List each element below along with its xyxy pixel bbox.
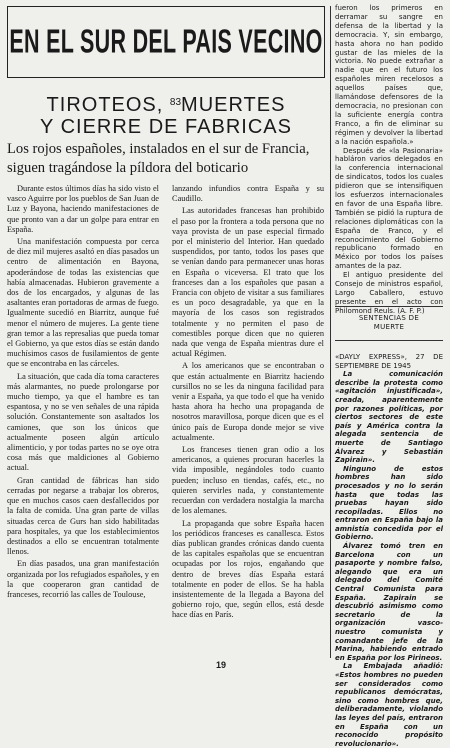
- paragraph: La situación, que cada día toma caracteres más alarmantes, no puede prolongarse por mucho tiempo, ya que el hambre es tan espantosa, y no se ven señales de una rápida solución. Constantemente son asaltados los camiones, que son los únicos que actualmente poseen algún artículo alimenticio, y por todas partes no se oye otra cosa más que maldiciones al Gobierno actual.: [7, 371, 159, 473]
- headline: EN EL SUR DEL PAIS VECINO: [9, 22, 323, 60]
- paragraph: La comunicación describe la protesta como «agitación injustificada», creada, aparentemente por razones políticas, por ciertos sectores de este país y América contra la alegada sentencia de muerte de Santiago Álvarez y Sebastián Zapirain».: [335, 370, 443, 465]
- article-deck: Los rojos españoles, instalados en el sur de Francia, siguen tragándose la píldora del boticario: [7, 141, 310, 176]
- column-divider: [330, 6, 331, 658]
- side-article-sentencias: [335, 353, 443, 748]
- headline-banner: [7, 6, 325, 78]
- section-title: SENTENCIAS DE MUERTE: [358, 314, 420, 331]
- subhead-small: 83: [169, 97, 182, 108]
- dateline: «DAYLY EXPRESS», 27 DE SEPTIEMBRE DE 1945: [335, 353, 443, 370]
- subheadline: [7, 92, 325, 138]
- paragraph: El antiguo presidente del Consejo de ministros español, Largo Caballero, estuvo presente en el acto con Philomond Reuls. (A. F. P.): [335, 271, 443, 315]
- page-number: 19: [216, 660, 227, 670]
- paragraph: La Embajada añadió: «Estos hombres no pueden ser considerados como republicanos demócratas, sino como hombres que, deliberadamente, violando las leyes del país, entraron en España con un reconocido propósito revolucionario».: [335, 662, 443, 748]
- paragraph: fueron los primeros en derramar su sangre en defensa de la libertad y la democracia. Y, sin embargo, hasta ahora no han podido gustar de las mieles de la victoria. No puede extrañar a nadie que en el futuro los españoles miren recelosos a aquellos países que, llamándose defensores de la democracia, no presionan con la suficiente energía contra Franco, a fin de eliminar su régimen y devolver la libertad a la nación española.»: [335, 4, 443, 146]
- paragraph: Después de «la Pasionaria» habláron varios delegados en la conferencia internacional de sindicatos, todos los cuales pidieron que se intensifiquen los esfuerzos internacionales en favor de una España libre. También se pidió la ruptura de relaciones diplomáticas con la España de Franco, y el reconocimiento del Gobierno republicano formado en México por todos los países amantes de la paz.: [335, 146, 443, 271]
- paragraph: lanzando infundios contra España y su Caudillo.: [172, 184, 324, 204]
- paragraph: Los franceses tienen gran odio a los americanos, a quienes procuran hacerles la vida imposible, negándoles todo cuanto pueden; incluso en tiendas, cafés, etc., no quieren servirles nada, y constantemente recuerdan con verdadera nostalgia la marcha de los alemanes.: [172, 445, 324, 516]
- paragraph: Las autoridades francesas han prohibido el paso por la frontera a toda persona que no vaya provista de un pase especial firmado por el ministerio del Interior. Han quedado suspendidos, por tanto, todos los pases que se venían dando para permanecer unas horas en España o viceversa. El trato que los franceses dan a los españoles que pasan a Francia con objeto de visitar a sus familiares es un poco desagradable, ya que en la mayoría de los casos son registrados totalmente y no permiten el paso de comestibles porque dicen que no quieren nada que venga de España mientras dure el actual Régimen.: [172, 206, 324, 359]
- paragraph: Una manifestación compuesta por cerca de diez mil mujeres asaltó en días pasados un centro de alimentación en Bayona, apoderándose de todas las existencias que había almacenadas. Hubieron gravemente a dos de los encargados, y algunas de las asaltantes eran portadoras de armas de fuego. Igualmente sucedió en Biarritz, aunque fué menor el número de mujeres. La gente tiene gran temor a las represalias que pueda tomar el Gobierno, ya que estos días se están dando muchísimos casos de fusilamientos de gente que se encontraba en las cárceles.: [7, 237, 159, 369]
- side-article-continued: [335, 4, 443, 316]
- paragraph: En días pasados, una gran manifestación organizada por los refugiados españoles, y en la que cooperaron gran cantidad de franceses, recorrió las calles de Toulouse,: [7, 559, 159, 599]
- article-body: [7, 184, 325, 636]
- paragraph: A los americanos que se encontraban o que están actualmente en Biarritz haciendo cursillos no se les da ninguna facilidad para venir a España, ya que todo el que ha venido hasta ahora ha hecho una propaganda de nosotros maravillosa, porque dicen que es el único país de Europa donde mejor se vive actualmente.: [172, 361, 324, 442]
- article-column-right: [172, 184, 324, 621]
- section-rule-bottom: [335, 340, 443, 341]
- paragraph: Ninguno de estos hombres han sido procesados y no lo serán hasta que todas las pruebas hayan sido recopiladas. Ellos no entraron en España bajo la amnistía concedida por el Gobierno.: [335, 464, 443, 542]
- paragraph: La propaganda que sobre España hacen los periódicos franceses es canallesca. Estos días publican grandes crónicas dando cuenta de las capitales españolas que se encuentran ocupadas por los rojos, engañando que dentro de breves días España estará totalmente en poder de ellos. Se ha habla insistentemente de la llegada a Bayona del gobierno rojo, que, según ellos, está desde hace días en París.: [172, 518, 324, 620]
- paragraph: Álvarez tomó tren en Barcelona con un pasaporte y nombre falso, alegando que era un delegado del Comité Central Comunista para España. Zapirain se descubrió asimismo como secretario de la organización vasco-nuestro comunista y comandante jefe de la Marina, habiendo entrado en España por los Pirineos.: [335, 542, 443, 662]
- section-rule-top: [335, 306, 443, 307]
- article-column-left: [7, 184, 159, 600]
- subhead-line2: Y CIERRE DE FABRICAS: [40, 116, 292, 138]
- paragraph: Durante estos últimos días ha sido visto el vasco Aguirre por los pueblos de San Juan de Luz y Bayona, haciendo manifestaciones de que pronto van a dar un golpe para entrar en España.: [7, 184, 159, 234]
- subhead-line1-a: TIROTEOS,: [46, 94, 164, 116]
- subhead-line1-b: MUERTES: [181, 94, 286, 116]
- paragraph: Gran cantidad de fábricas han sido cerradas por negarse a trabajar los obreros, que en muchos casos caen desfallecidos por la falta de comida. Una gran parte de villas situadas cerca de Gurs han sido habilitadas para hospitales, ya que los establecimientos destinados a ello se encuentran totalmente llenos.: [7, 475, 159, 557]
